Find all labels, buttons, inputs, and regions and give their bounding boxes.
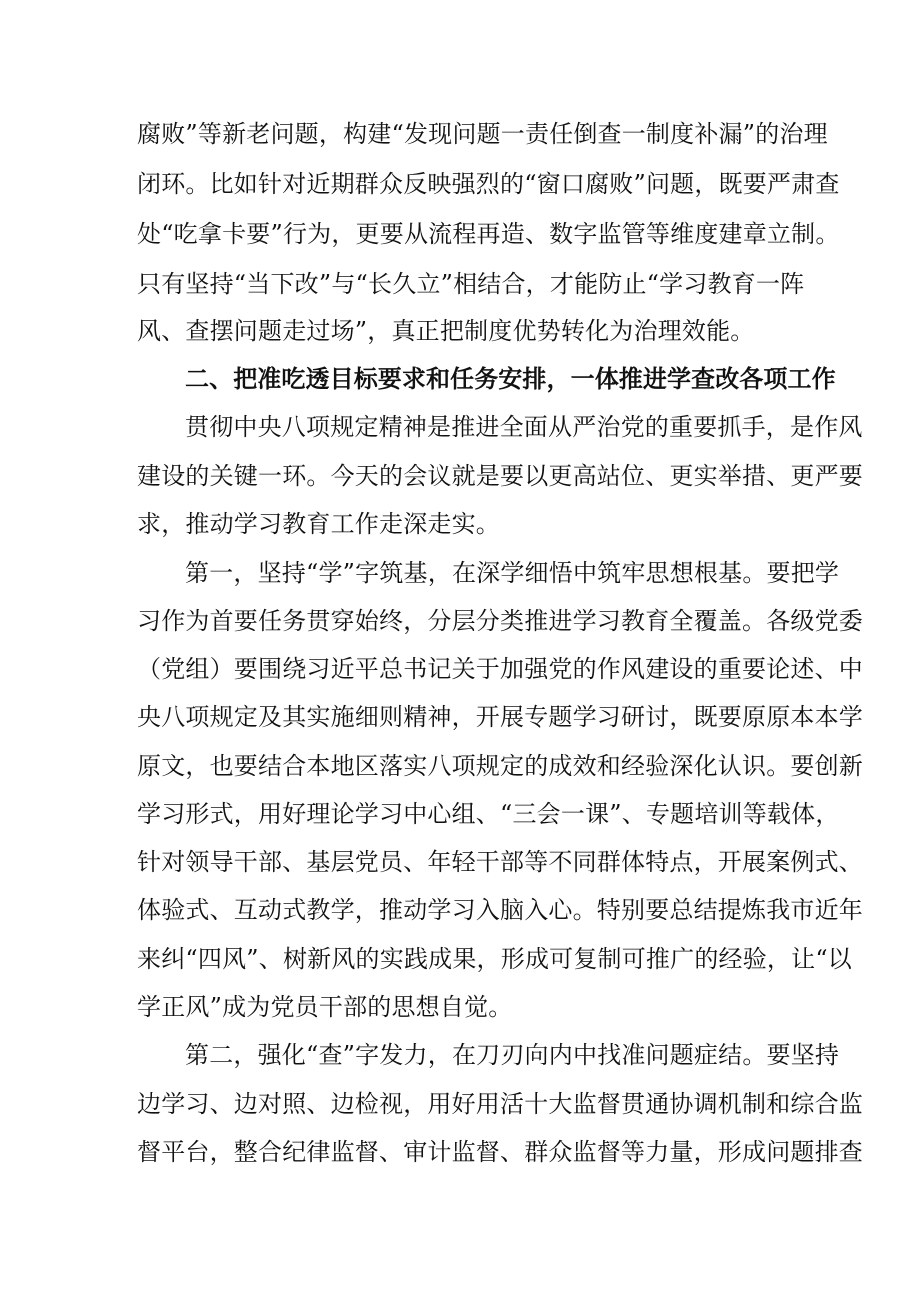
paragraph-line: 体验式、互动式教学，推动学习入脑入心。特别要总结提炼我市近年	[137, 896, 863, 924]
paragraph-line: 学正风”成为党员干部的思想自觉。	[137, 993, 513, 1021]
paragraph-line: 习作为首要任务贯穿始终，分层分类推进学习教育全覆盖。各级党委	[137, 607, 863, 635]
paragraph-line: 腐败”等新老问题，构建“发现问题一责任倒查一制度补漏”的治理	[137, 120, 828, 148]
paragraph-line: 央八项规定及其实施细则精神，开展专题学习研讨，既要原原本本学	[137, 703, 863, 731]
paragraph-line: 只有坚持“当下改”与“长久立”相结合，才能防止“学习教育一阵	[137, 270, 805, 298]
paragraph-line: 督平台，整合纪律监督、审计监督、群众监督等力量，形成问题排查	[137, 1138, 863, 1166]
paragraph-line: 针对领导干部、基层党员、年轻干部等不同群体特点，开展案例式、	[137, 848, 863, 876]
paragraph-line: 边学习、边对照、边检视，用好用活十大监督贯通协调机制和综合监	[137, 1090, 863, 1118]
paragraph-line: 来纠“四风”、树新风的实践成果，形成可复制可推广的经验，让“以	[137, 945, 853, 973]
paragraph-line: 求，推动学习教育工作走深走实。	[137, 510, 500, 538]
paragraph-line: 原文，也要结合本地区落实八项规定的成效和经验深化认识。要创新	[137, 752, 863, 780]
paragraph-line: 风、查摆问题走过场”，真正把制度优势转化为治理效能。	[137, 317, 755, 345]
paragraph-line: 闭环。比如针对近期群众反映强烈的“窗口腐败”问题，既要严肃查	[137, 170, 840, 198]
section-heading: 二、把准吃透目标要求和任务安排，一体推进学查改各项工作	[185, 364, 836, 393]
paragraph-line: 学习形式，用好理论学习中心组、“三会一课”、专题培训等载体，	[137, 800, 840, 828]
paragraph-line: 建设的关键一环。今天的会议就是要以更高站位、更实举措、更严要	[137, 462, 863, 490]
paragraph-line: 贯彻中央八项规定精神是推进全面从严治党的重要抓手，是作风	[185, 413, 863, 441]
paragraph-line: （党组）要围绕习近平总书记关于加强党的作风建设的重要论述、中	[137, 655, 863, 683]
paragraph-line: 第一，坚持“学”字筑基，在深学细悟中筑牢思想根基。要把学	[185, 559, 840, 587]
paragraph-line: 处“吃拿卡要”行为，更要从流程再造、数字监管等维度建章立制。	[137, 220, 840, 248]
paragraph-line: 第二，强化“查”字发力，在刀刃向内中找准问题症结。要坚持	[185, 1041, 840, 1069]
